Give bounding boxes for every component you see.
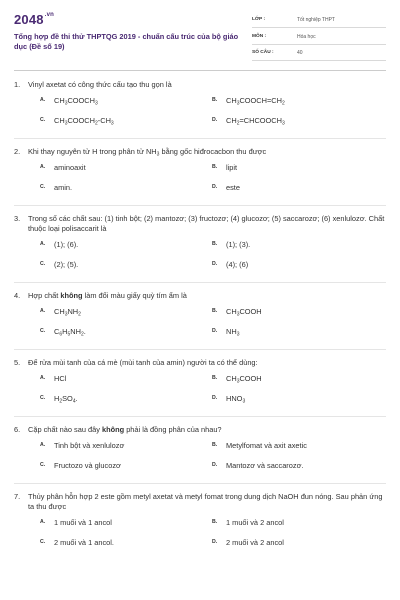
option-letter: B.: [212, 519, 218, 525]
answer-option-a[interactable]: [40, 163, 218, 177]
question-body: Trong số các chất sau: (1) tinh bột; (2) mantozơ; (3) fructozơ; (4) glucozơ; (5) saccarozơ; (6) xenlulozơ. Chất thuộc loại polisaccarit là: [28, 214, 385, 233]
answer-option-b[interactable]: [212, 240, 387, 254]
question-text: [14, 358, 386, 368]
question-number: 5.: [14, 358, 21, 367]
question-item: [14, 80, 386, 139]
meta-row: [252, 32, 386, 45]
answer-options: [14, 307, 386, 347]
option-letter: A.: [40, 442, 46, 448]
question-body: Để rửa mùi tanh của cá mè (mùi tanh của amin) người ta có thể dùng:: [28, 358, 258, 367]
option-letter: B.: [212, 241, 218, 247]
answer-option-d[interactable]: [212, 116, 387, 130]
option-letter: C.: [40, 539, 46, 545]
question-text: [14, 147, 386, 157]
question-item: [14, 214, 386, 283]
option-text: 2 muối và 2 ancol: [226, 538, 284, 547]
question-body: Thủy phân hỗn hợp 2 este gồm metyl axetat và metyl fomat trong dung dịch NaOH đun nóng. Sau phản ứng ta thu được: [28, 492, 383, 511]
option-text: (4); (6): [226, 260, 249, 269]
option-text: $CH_2=CHCOOCH_3$: [226, 116, 285, 127]
option-text: aminoaxit: [54, 163, 86, 172]
question-separator: [14, 349, 386, 350]
option-text: HCl: [54, 374, 67, 383]
option-text: $CH_3COOH$: [226, 307, 262, 318]
option-text: $C_6H_5NH_2$.: [54, 327, 86, 338]
option-text: Mantozơ và saccarozơ.: [226, 461, 304, 470]
option-letter: C.: [40, 117, 46, 123]
answer-option-c[interactable]: [40, 538, 218, 552]
option-letter: A.: [40, 241, 46, 247]
option-text: 1 muối và 1 ancol: [54, 518, 112, 527]
question-text: [14, 214, 386, 234]
answer-option-d[interactable]: [212, 394, 387, 408]
answer-options: [14, 374, 386, 414]
answer-option-b[interactable]: [212, 307, 387, 321]
option-letter: A.: [40, 375, 46, 381]
meta-row: [252, 48, 386, 61]
option-letter: A.: [40, 164, 46, 170]
option-letter: D.: [212, 539, 218, 545]
question-item: [14, 425, 386, 484]
answer-option-a[interactable]: [40, 518, 218, 532]
answer-option-c[interactable]: [40, 116, 218, 130]
answer-option-d[interactable]: [212, 183, 387, 197]
answer-option-d[interactable]: [212, 327, 387, 341]
answer-options: [14, 441, 386, 481]
answer-option-d[interactable]: [212, 461, 387, 475]
answer-option-b[interactable]: [212, 163, 387, 177]
answer-option-d[interactable]: [212, 538, 387, 552]
question-item: [14, 147, 386, 206]
option-letter: D.: [212, 462, 218, 468]
question-number: 3.: [14, 214, 21, 223]
question-text: [14, 291, 386, 301]
site-logo[interactable]: [14, 12, 54, 27]
meta-value: Tốt nghiệp THPT: [297, 17, 335, 23]
question-separator: [14, 138, 386, 139]
question-separator: [14, 282, 386, 283]
logo-text: 2048: [14, 12, 44, 27]
option-letter: D.: [212, 395, 218, 401]
option-text: amin.: [54, 183, 73, 192]
question-text: [14, 492, 386, 512]
option-letter: D.: [212, 328, 218, 334]
option-text: $CH_3COOCH_2-CH_3$: [54, 116, 114, 127]
option-letter: C.: [40, 328, 46, 334]
option-text: este: [226, 183, 240, 192]
answer-option-a[interactable]: [40, 374, 218, 388]
question-number: 7.: [14, 492, 21, 501]
question-separator: [14, 483, 386, 484]
question-number: 1.: [14, 80, 21, 89]
answer-options: [14, 96, 386, 136]
question-item: [14, 492, 386, 558]
option-letter: D.: [212, 184, 218, 190]
option-text: Metylfomat và axit axetic: [226, 441, 307, 450]
question-body: Cặp chất nào sau đây không phải là đồng phân của nhau?: [28, 425, 222, 434]
exam-header: [14, 12, 386, 62]
option-text: $CH_3COOH$: [226, 374, 262, 385]
option-letter: A.: [40, 97, 46, 103]
answer-option-b[interactable]: [212, 96, 387, 110]
header-divider: [14, 70, 386, 71]
option-letter: D.: [212, 117, 218, 123]
option-letter: C.: [40, 261, 46, 267]
meta-label: MÔN :: [252, 33, 267, 39]
question-body: Khi thay nguyên tử H trong phân tử $NH_3$ bằng gốc hiđrocacbon thu được: [28, 147, 267, 158]
meta-value: Hóa học: [297, 33, 316, 40]
question-body: Vinyl axetat có công thức cấu tạo thu gọn là: [28, 80, 172, 89]
option-text: $CH_3COOCH_3$: [54, 96, 98, 107]
question-item: [14, 291, 386, 350]
option-text: (2); (5).: [54, 260, 79, 269]
question-separator: [14, 205, 386, 206]
option-letter: C.: [40, 462, 46, 468]
option-letter: B.: [212, 442, 218, 448]
answer-option-c[interactable]: [40, 394, 218, 408]
option-text: $H_2SO_4$.: [54, 394, 78, 405]
answer-option-b[interactable]: [212, 441, 387, 455]
option-text: Fructozo và glucozơ: [54, 461, 121, 470]
answer-option-d[interactable]: [212, 260, 387, 274]
answer-option-c[interactable]: [40, 461, 218, 475]
option-letter: D.: [212, 261, 218, 267]
option-letter: C.: [40, 184, 46, 190]
answer-option-b[interactable]: [212, 518, 387, 532]
option-letter: B.: [212, 308, 218, 314]
option-text: 1 muối và 2 ancol: [226, 518, 284, 527]
question-text: [14, 425, 386, 435]
answer-option-c[interactable]: [40, 327, 218, 341]
answer-option-a[interactable]: [40, 96, 218, 110]
question-separator: [14, 416, 386, 417]
answer-option-c[interactable]: [40, 260, 218, 274]
option-text: $CH_3NH_2$: [54, 307, 81, 318]
meta-label: SỐ CÂU :: [252, 50, 274, 55]
option-letter: A.: [40, 519, 46, 525]
question-text: [14, 80, 386, 90]
option-text: $HNO_3$: [226, 394, 246, 405]
meta-value: 40: [297, 50, 303, 56]
exam-title: Tổng hợp đề thi thử THPTQG 2019 - chuẩn cấu trúc của bộ giáo dục (Đề số 19): [14, 32, 239, 51]
option-letter: B.: [212, 375, 218, 381]
option-text: 2 muối và 1 ancol.: [54, 538, 114, 547]
answer-options: [14, 240, 386, 280]
answer-options: [14, 518, 386, 558]
option-letter: B.: [212, 164, 218, 170]
exam-meta: [252, 15, 386, 65]
option-text: Tinh bột và xenlulozơ: [54, 441, 125, 450]
question-number: 6.: [14, 425, 21, 434]
option-text: (1); (3).: [226, 240, 251, 249]
answer-option-c[interactable]: [40, 183, 218, 197]
answer-option-a[interactable]: [40, 441, 218, 455]
question-item: [14, 358, 386, 417]
answer-option-a[interactable]: [40, 307, 218, 321]
option-text: lipit: [226, 163, 238, 172]
question-number: 2.: [14, 147, 21, 156]
answer-option-b[interactable]: [212, 374, 387, 388]
meta-label: LỚP :: [252, 17, 266, 22]
question-number: 4.: [14, 291, 21, 300]
option-letter: C.: [40, 395, 46, 401]
option-text: (1); (6).: [54, 240, 79, 249]
option-letter: A.: [40, 308, 46, 314]
answer-option-a[interactable]: [40, 240, 218, 254]
option-text: $CH_3COOCH=CH_2$: [226, 96, 285, 107]
question-body: Hợp chất không làm đổi màu giấy quỳ tím ẩm là: [28, 291, 187, 300]
option-text: $NH_3$: [226, 327, 240, 338]
logo-suffix: .vn: [44, 12, 55, 18]
question-list: [14, 80, 386, 558]
meta-row: [252, 15, 386, 28]
option-letter: B.: [212, 97, 218, 103]
answer-options: [14, 163, 386, 203]
